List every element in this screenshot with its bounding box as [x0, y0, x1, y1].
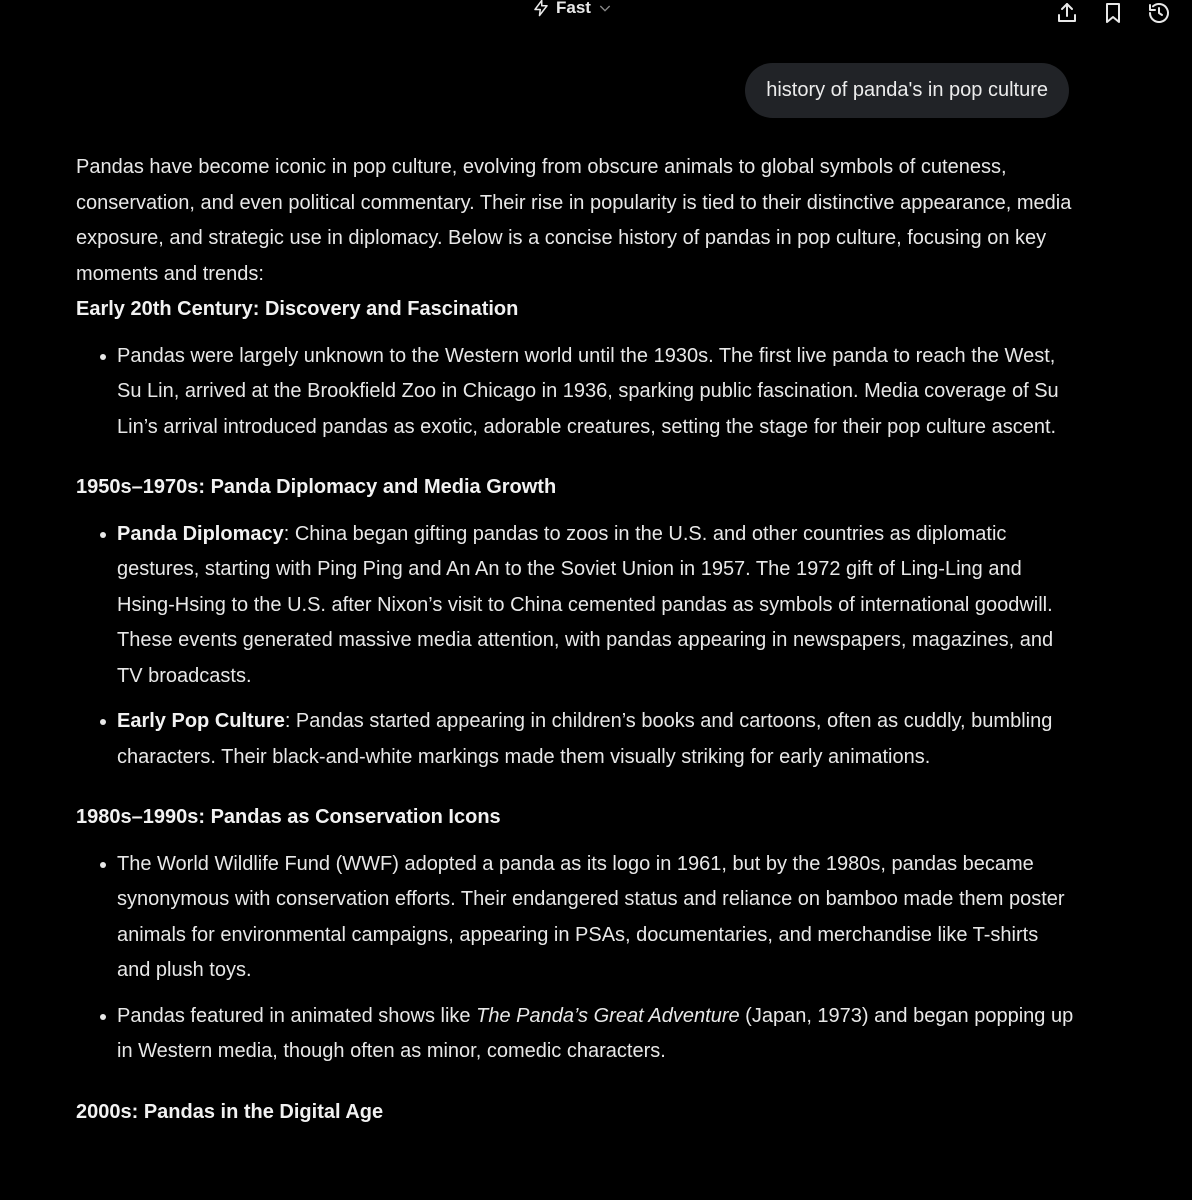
section-heading: Early 20th Century: Discovery and Fascination [76, 298, 519, 320]
history-icon[interactable] [1146, 0, 1172, 26]
bullet-list [76, 847, 1076, 1070]
section-heading: 2000s: Pandas in the Digital Age [76, 1100, 384, 1123]
section-heading: 1980s–1990s: Pandas as Conservation Icons [76, 806, 501, 828]
bullet-list [76, 517, 1076, 776]
list-item: The World Wildlife Fund (WWF) adopted a panda as its logo in 1961, but by the 1980s, pandas became synonymous with conservation efforts. Their endangered status and reliance on bamboo made them poster animals for environmental campaigns, appearing in PSAs, documentaries, and merchandise like T-shirts and plush toys. [76, 847, 1076, 989]
section-heading: 1950s–1970s: Panda Diplomacy and Media Growth [76, 476, 557, 498]
show-title: The Panda’s Great Adventure [476, 1004, 740, 1027]
top-bar [0, 0, 1192, 30]
mode-selector[interactable] [532, 0, 613, 18]
list-item: Pandas featured in animated shows like The Panda’s Great Adventure (Japan, 1973) and began popping up in Western media, though often as minor, comedic characters. [76, 999, 1076, 1070]
mode-label: Fast [556, 0, 591, 17]
bullet-list [76, 339, 1076, 446]
chevron-down-icon [597, 0, 613, 16]
user-message-bubble: history of panda's in pop culture [745, 63, 1069, 118]
lightning-icon [532, 0, 550, 17]
bookmark-icon[interactable] [1100, 0, 1126, 26]
intro-paragraph: Pandas have become iconic in pop culture, evolving from obscure animals to global symbols of cuteness, conservation, and even political commentary. Their rise in popularity is tied to their distinctive appearance, media exposure, and strategic use in diplomacy. Below is a concise history of pandas in pop culture, focusing on key moments and trends: [76, 156, 1072, 285]
item-bold-label: Early Pop Culture [117, 710, 285, 732]
top-actions [1054, 0, 1172, 26]
assistant-response [76, 150, 1076, 1130]
share-icon[interactable] [1054, 0, 1080, 26]
item-bold-label: Panda Diplomacy [117, 522, 284, 545]
list-item: Early Pop Culture: Pandas started appearing in children’s books and cartoons, often as cuddly, bumbling characters. Their black-and-white markings made them visually striking for early animations. [76, 704, 1076, 775]
list-item: Pandas were largely unknown to the Western world until the 1930s. The first live panda to reach the West, Su Lin, arrived at the Brookfield Zoo in Chicago in 1936, sparking public fascination. Media coverage of Su Lin’s arrival introduced pandas as exotic, adorable creatures, setting the stage for their pop culture ascent. [76, 339, 1076, 446]
list-item: Panda Diplomacy: China began gifting pandas to zoos in the U.S. and other countries as diplomatic gestures, starting with Ping Ping and An An to the Soviet Union in 1957. The 1972 gift of Ling-Ling and Hsing-Hsing to the U.S. after Nixon’s visit to China cemented pandas as symbols of international goodwill. These events generated massive media attention, with pandas appearing in newspapers, magazines, and TV broadcasts. [76, 517, 1076, 695]
